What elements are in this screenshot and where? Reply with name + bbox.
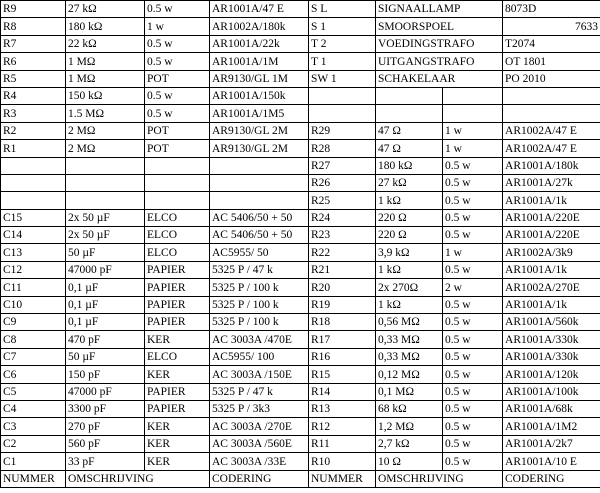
part-value: 3300 pF bbox=[66, 400, 145, 417]
part-rating: 0.5 w bbox=[443, 261, 503, 278]
part-rating: 0.5 w bbox=[145, 1, 210, 18]
part-value: 47 Ω bbox=[376, 140, 443, 157]
part-number: C6 bbox=[1, 366, 66, 383]
part-number: R11 bbox=[309, 435, 376, 452]
part-code: AR1002A/3k9 bbox=[503, 244, 600, 261]
part-value: 10 Ω bbox=[376, 453, 443, 470]
part-value: 0,1 MΩ bbox=[376, 383, 443, 400]
part-code: AR9130/GL 1M bbox=[210, 70, 309, 87]
part-number: R12 bbox=[309, 418, 376, 435]
part-rating bbox=[145, 157, 210, 174]
table-row bbox=[1, 453, 600, 470]
part-value: 2 MΩ bbox=[66, 140, 145, 157]
part-number: C4 bbox=[1, 400, 66, 417]
part-value: 50 µF bbox=[66, 244, 145, 261]
part-rating: 0.5 w bbox=[443, 174, 503, 191]
part-value: 150 pF bbox=[66, 366, 145, 383]
part-number: R25 bbox=[309, 192, 376, 209]
part-number bbox=[309, 87, 376, 104]
part-code: AC5955/ 100 bbox=[210, 348, 309, 365]
part-number bbox=[309, 105, 376, 122]
part-code: AR1001A/1M2 bbox=[503, 418, 600, 435]
part-number: R16 bbox=[309, 348, 376, 365]
part-rating: 0.5 w bbox=[443, 157, 503, 174]
part-rating: 0.5 w bbox=[145, 105, 210, 122]
part-value: 22 kΩ bbox=[66, 35, 145, 52]
part-number: C13 bbox=[1, 244, 66, 261]
part-value bbox=[376, 105, 443, 122]
part-value: 150 kΩ bbox=[66, 87, 145, 104]
part-number: T 1 bbox=[309, 53, 376, 70]
part-code bbox=[210, 174, 309, 191]
part-value: 470 pF bbox=[66, 331, 145, 348]
table-row bbox=[1, 70, 600, 87]
part-code: AR1001A/180k bbox=[503, 157, 600, 174]
part-code: 8073D bbox=[503, 1, 600, 18]
part-number: R6 bbox=[1, 53, 66, 70]
part-code: 5325 P / 100 k bbox=[210, 314, 309, 331]
part-rating: KER bbox=[145, 453, 210, 470]
part-value: 2 MΩ bbox=[66, 122, 145, 139]
part-code: AR1001A/120k bbox=[503, 366, 600, 383]
table-row bbox=[1, 366, 600, 383]
part-rating: 0.5 w bbox=[443, 418, 503, 435]
part-value: 68 kΩ bbox=[376, 400, 443, 417]
part-rating: 0.5 w bbox=[443, 435, 503, 452]
part-code bbox=[503, 105, 600, 122]
part-rating: KER bbox=[145, 366, 210, 383]
part-rating: 0.5 w bbox=[443, 331, 503, 348]
part-code: AR1001A/47 E bbox=[210, 1, 309, 18]
part-number: C2 bbox=[1, 435, 66, 452]
part-rating: KER bbox=[145, 418, 210, 435]
part-code: AR9130/GL 2M bbox=[210, 140, 309, 157]
part-number bbox=[1, 174, 66, 191]
table-row bbox=[1, 279, 600, 296]
part-code: 5325 P / 3k3 bbox=[210, 400, 309, 417]
part-rating: POT bbox=[145, 140, 210, 157]
table-row bbox=[1, 261, 600, 278]
part-value bbox=[66, 174, 145, 191]
part-code: 5325 P / 100 k bbox=[210, 279, 309, 296]
part-code: AR1001A/1k bbox=[503, 192, 600, 209]
part-code: AR1001A/220E bbox=[503, 209, 600, 226]
table-row bbox=[1, 192, 600, 209]
part-number: R24 bbox=[309, 209, 376, 226]
part-code bbox=[210, 157, 309, 174]
table-row bbox=[1, 227, 600, 244]
header-description: OMSCHRIJVING bbox=[376, 470, 503, 487]
column-header-row bbox=[1, 470, 600, 487]
part-number: R26 bbox=[309, 174, 376, 191]
part-rating: 0.5 w bbox=[145, 87, 210, 104]
part-value: 220 Ω bbox=[376, 209, 443, 226]
part-rating: 0.5 w bbox=[145, 53, 210, 70]
part-number bbox=[1, 157, 66, 174]
part-code: AC 3003A /560E bbox=[210, 435, 309, 452]
part-number: T 2 bbox=[309, 35, 376, 52]
part-code: AR9130/GL 2M bbox=[210, 122, 309, 139]
part-code: AC 5406/50 + 50 bbox=[210, 209, 309, 226]
part-code: AC 5406/50 + 50 bbox=[210, 227, 309, 244]
part-code: AR1002A/270E bbox=[503, 279, 600, 296]
part-code: AR1001A/100k bbox=[503, 383, 600, 400]
part-value: 2x 50 µF bbox=[66, 227, 145, 244]
part-code: AR1001A/1k bbox=[503, 261, 600, 278]
part-rating: 1 w bbox=[145, 18, 210, 35]
part-number: C9 bbox=[1, 314, 66, 331]
part-code: AR1002A/180k bbox=[210, 18, 309, 35]
part-rating: 2 w bbox=[443, 279, 503, 296]
part-code bbox=[503, 87, 600, 104]
part-rating: 0.5 w bbox=[443, 192, 503, 209]
table-row bbox=[1, 18, 600, 35]
part-value: 1 MΩ bbox=[66, 53, 145, 70]
part-code: AR1002A/47 E bbox=[503, 140, 600, 157]
part-rating bbox=[145, 174, 210, 191]
part-number: C3 bbox=[1, 418, 66, 435]
part-number: R14 bbox=[309, 383, 376, 400]
part-rating: PAPIER bbox=[145, 279, 210, 296]
table-row bbox=[1, 87, 600, 104]
table-row bbox=[1, 174, 600, 191]
part-value: 0,1 µF bbox=[66, 296, 145, 313]
part-rating: ELCO bbox=[145, 244, 210, 261]
part-number: R27 bbox=[309, 157, 376, 174]
part-value: UITGANGSTRAFO bbox=[376, 53, 503, 70]
part-number: R18 bbox=[309, 314, 376, 331]
header-code: CODERING bbox=[210, 470, 309, 487]
table-row bbox=[1, 53, 600, 70]
part-number: C11 bbox=[1, 279, 66, 296]
parts-table-body bbox=[1, 1, 600, 471]
table-row bbox=[1, 435, 600, 452]
part-number: R22 bbox=[309, 244, 376, 261]
part-value: 0,1 µF bbox=[66, 279, 145, 296]
part-value: 220 Ω bbox=[376, 227, 443, 244]
part-value: 1.5 MΩ bbox=[66, 105, 145, 122]
part-rating: KER bbox=[145, 435, 210, 452]
part-rating: 0.5 w bbox=[443, 366, 503, 383]
part-value: 1,2 MΩ bbox=[376, 418, 443, 435]
part-rating: ELCO bbox=[145, 209, 210, 226]
part-rating: 0.5 w bbox=[443, 296, 503, 313]
part-code: AC5955/ 50 bbox=[210, 244, 309, 261]
part-number: C8 bbox=[1, 331, 66, 348]
part-value: 2x 270Ω bbox=[376, 279, 443, 296]
part-code: OT 1801 bbox=[503, 53, 600, 70]
part-number: R29 bbox=[309, 122, 376, 139]
part-value: 180 kΩ bbox=[376, 157, 443, 174]
part-number: R23 bbox=[309, 227, 376, 244]
part-rating: 1 w bbox=[443, 140, 503, 157]
part-value: VOEDINGSTRAFO bbox=[376, 35, 503, 52]
part-value: 1 MΩ bbox=[66, 70, 145, 87]
header-code: CODERING bbox=[503, 470, 600, 487]
part-number bbox=[1, 192, 66, 209]
part-rating: ELCO bbox=[145, 348, 210, 365]
part-value: 27 kΩ bbox=[66, 1, 145, 18]
part-value: 1 kΩ bbox=[376, 261, 443, 278]
part-rating: 1 w bbox=[443, 122, 503, 139]
part-rating: 0.5 w bbox=[443, 209, 503, 226]
part-code: AR1001A/1k bbox=[503, 296, 600, 313]
part-number: R2 bbox=[1, 122, 66, 139]
part-rating: PAPIER bbox=[145, 383, 210, 400]
part-code: 5325 P / 100 k bbox=[210, 296, 309, 313]
part-rating: PAPIER bbox=[145, 296, 210, 313]
part-number: R19 bbox=[309, 296, 376, 313]
part-number: R5 bbox=[1, 70, 66, 87]
part-number: R9 bbox=[1, 1, 66, 18]
table-row bbox=[1, 35, 600, 52]
part-number: R10 bbox=[309, 453, 376, 470]
part-number: C7 bbox=[1, 348, 66, 365]
header-number: NUMMER bbox=[309, 470, 376, 487]
part-code: AC 3003A /150E bbox=[210, 366, 309, 383]
part-value: 47 Ω bbox=[376, 122, 443, 139]
part-value: 270 pF bbox=[66, 418, 145, 435]
table-row bbox=[1, 244, 600, 261]
part-code: AR1001A/27k bbox=[503, 174, 600, 191]
part-value: 2,7 kΩ bbox=[376, 435, 443, 452]
part-code: AR1001A/220E bbox=[503, 227, 600, 244]
part-rating: 0.5 w bbox=[443, 400, 503, 417]
part-number: C1 bbox=[1, 453, 66, 470]
part-value: 47000 pF bbox=[66, 383, 145, 400]
part-code: 7633 bbox=[503, 18, 600, 35]
part-rating bbox=[443, 105, 503, 122]
table-row bbox=[1, 400, 600, 417]
part-number: R7 bbox=[1, 35, 66, 52]
part-rating: PAPIER bbox=[145, 400, 210, 417]
part-value: 0,1 µF bbox=[66, 314, 145, 331]
part-code: AR1001A/68k bbox=[503, 400, 600, 417]
part-value bbox=[66, 192, 145, 209]
part-value bbox=[66, 157, 145, 174]
part-rating: 0.5 w bbox=[443, 383, 503, 400]
part-code: AR1002A/47 E bbox=[503, 122, 600, 139]
part-rating bbox=[443, 87, 503, 104]
table-row bbox=[1, 383, 600, 400]
part-value: 47000 pF bbox=[66, 261, 145, 278]
part-value: 50 µF bbox=[66, 348, 145, 365]
part-rating: PAPIER bbox=[145, 261, 210, 278]
part-code: AR1001A/10 E bbox=[503, 453, 600, 470]
part-number: S L bbox=[309, 1, 376, 18]
part-code: 5325 P / 47 k bbox=[210, 383, 309, 400]
part-code: AR1001A/560k bbox=[503, 314, 600, 331]
part-code: AR1001A/150k bbox=[210, 87, 309, 104]
part-number: C10 bbox=[1, 296, 66, 313]
part-code: PO 2010 bbox=[503, 70, 600, 87]
part-number: R13 bbox=[309, 400, 376, 417]
part-value: SCHAKELAAR bbox=[376, 70, 503, 87]
part-code: 5325 P / 47 k bbox=[210, 261, 309, 278]
part-value: 560 pF bbox=[66, 435, 145, 452]
part-value: SIGNAALLAMP bbox=[376, 1, 503, 18]
part-value: 0,33 MΩ bbox=[376, 348, 443, 365]
part-value: 27 kΩ bbox=[376, 174, 443, 191]
part-value: 33 pF bbox=[66, 453, 145, 470]
table-row bbox=[1, 1, 600, 18]
part-value: SMOORSPOEL bbox=[376, 18, 503, 35]
part-number: C14 bbox=[1, 227, 66, 244]
table-row bbox=[1, 348, 600, 365]
part-rating: KER bbox=[145, 331, 210, 348]
part-rating: 1 w bbox=[443, 244, 503, 261]
part-number: S 1 bbox=[309, 18, 376, 35]
part-number: R1 bbox=[1, 140, 66, 157]
table-row bbox=[1, 418, 600, 435]
part-code: AC 3003A /270E bbox=[210, 418, 309, 435]
part-rating: POT bbox=[145, 122, 210, 139]
header-description: OMSCHRIJVING bbox=[66, 470, 210, 487]
part-rating: 0.5 w bbox=[443, 227, 503, 244]
table-row bbox=[1, 157, 600, 174]
part-rating: 0.5 w bbox=[443, 348, 503, 365]
part-code: AR1001A/1M5 bbox=[210, 105, 309, 122]
part-number: R28 bbox=[309, 140, 376, 157]
table-row bbox=[1, 140, 600, 157]
part-number: R15 bbox=[309, 366, 376, 383]
part-code: T2074 bbox=[503, 35, 600, 52]
part-value: 180 kΩ bbox=[66, 18, 145, 35]
part-number: R20 bbox=[309, 279, 376, 296]
table-row bbox=[1, 122, 600, 139]
part-rating: POT bbox=[145, 70, 210, 87]
part-rating: PAPIER bbox=[145, 314, 210, 331]
header-number: NUMMER bbox=[1, 470, 66, 487]
part-code: AC 3003A /470E bbox=[210, 331, 309, 348]
part-code bbox=[210, 192, 309, 209]
part-rating: 0.5 w bbox=[443, 453, 503, 470]
part-value: 1 kΩ bbox=[376, 296, 443, 313]
table-row bbox=[1, 105, 600, 122]
part-value: 1 kΩ bbox=[376, 192, 443, 209]
part-code: AR1001A/330k bbox=[503, 348, 600, 365]
part-value: 0,12 MΩ bbox=[376, 366, 443, 383]
part-number: R17 bbox=[309, 331, 376, 348]
part-number: R3 bbox=[1, 105, 66, 122]
part-value: 3,9 kΩ bbox=[376, 244, 443, 261]
part-rating: 0.5 w bbox=[145, 35, 210, 52]
table-row bbox=[1, 296, 600, 313]
part-number: R4 bbox=[1, 87, 66, 104]
part-number: R8 bbox=[1, 18, 66, 35]
part-code: AR1001A/330k bbox=[503, 331, 600, 348]
part-code: AC 3003A /33E bbox=[210, 453, 309, 470]
part-rating: ELCO bbox=[145, 227, 210, 244]
table-row bbox=[1, 314, 600, 331]
part-number: SW 1 bbox=[309, 70, 376, 87]
part-code: AR1001A/2k7 bbox=[503, 435, 600, 452]
part-value: 2x 50 µF bbox=[66, 209, 145, 226]
table-row bbox=[1, 331, 600, 348]
part-value: 0,56 MΩ bbox=[376, 314, 443, 331]
part-number: C5 bbox=[1, 383, 66, 400]
table-row bbox=[1, 209, 600, 226]
part-number: R21 bbox=[309, 261, 376, 278]
part-number: C12 bbox=[1, 261, 66, 278]
part-code: AR1001A/22k bbox=[210, 35, 309, 52]
part-number: C15 bbox=[1, 209, 66, 226]
part-code: AR1001A/1M bbox=[210, 53, 309, 70]
part-value bbox=[376, 87, 443, 104]
part-value: 0,33 MΩ bbox=[376, 331, 443, 348]
part-rating bbox=[145, 192, 210, 209]
part-rating: 0.5 w bbox=[443, 314, 503, 331]
